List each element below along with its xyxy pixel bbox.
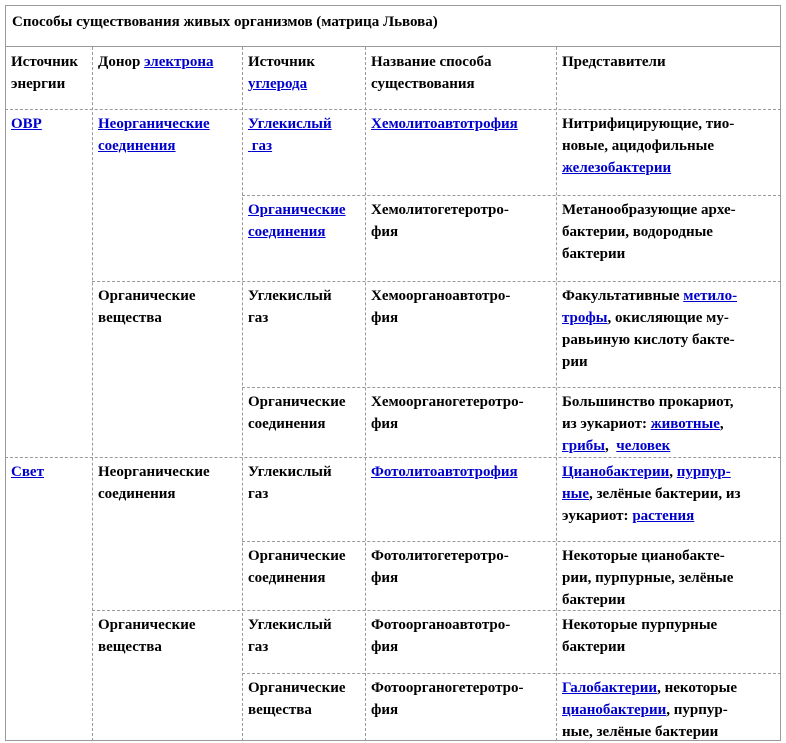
- header-electron-donor: Донор электрона: [98, 54, 214, 70]
- link-ovr[interactable]: ОВР: [11, 116, 42, 132]
- header-mode-name: Название способа существования: [371, 54, 492, 92]
- link-purple[interactable]: пурпур- ные: [562, 464, 731, 502]
- carbon-cell: Углекислый газ: [248, 288, 332, 326]
- mode-cell: Фотолитогетеротро- фия: [371, 548, 509, 586]
- link-chemolithoautotrophy[interactable]: Хемолитоавтотрофия: [371, 116, 518, 132]
- link-human[interactable]: человек: [616, 438, 671, 454]
- mode-cell: Хемоорганогетеротро- фия: [371, 394, 524, 432]
- link-electron[interactable]: электрона: [144, 54, 214, 70]
- representatives-cell: Метанообразующие архе- бактерии, водородные бактерии: [562, 202, 736, 262]
- grid-line: [5, 740, 781, 741]
- mode-cell: Фотоорганогетеротро- фия: [371, 680, 524, 718]
- carbon-cell: Углекислый газ: [248, 464, 332, 502]
- mode-cell: [365, 109, 556, 195]
- link-plants[interactable]: растения: [632, 508, 695, 524]
- donor-organic-light-cell: Органические вещества: [98, 617, 196, 655]
- representatives-cell: Некоторые цианобакте- рии, пурпурные, зелёные бактерии: [562, 548, 734, 608]
- link-cyanobacteria[interactable]: Цианобактерии: [562, 464, 670, 480]
- link-organic-compounds[interactable]: Органические соединения: [248, 202, 346, 240]
- mode-cell: Хемоорганоавтотро- фия: [371, 288, 511, 326]
- representatives-cell: Цианобактерии, пурпур- ные, зелёные бактерии, из эукариот: растения: [562, 464, 741, 524]
- carbon-cell: Органические соединения: [248, 548, 346, 586]
- link-fungi[interactable]: грибы: [562, 438, 606, 454]
- representatives-cell: Нитрифицирующие, тио- новые, ацидофильные железобактерии: [562, 116, 735, 176]
- mode-cell: Фотоорганоавтотро- фия: [371, 617, 511, 655]
- carbon-cell: [242, 195, 365, 281]
- representatives-cell: Некоторые пурпурные бактерии: [562, 617, 718, 655]
- donor-inorganic-light-cell: Неорганические соединения: [98, 464, 210, 502]
- header-representatives: Представители: [562, 54, 666, 70]
- carbon-cell: Углекислый газ: [248, 617, 332, 655]
- link-carbon-dioxide[interactable]: Углекислый газ: [248, 116, 332, 154]
- link-iron-bacteria[interactable]: железобактерии: [562, 160, 672, 176]
- link-light[interactable]: Свет: [11, 464, 44, 480]
- table-title-cell: [5, 5, 781, 47]
- lvov-matrix-table: [5, 5, 781, 741]
- link-halobacteria[interactable]: Галобактерии: [562, 680, 658, 696]
- header-energy-source: Источник энергии: [11, 54, 78, 92]
- header-carbon-source: Источник углерода: [248, 54, 315, 92]
- mode-cell: Хемолитогетеротро- фия: [371, 202, 509, 240]
- link-cyanobacteria[interactable]: цианобактерии: [562, 702, 667, 718]
- link-inorganic-compounds[interactable]: Неорганические соединения: [98, 116, 210, 154]
- donor-organic-cell: Органические вещества: [98, 288, 196, 326]
- representatives-cell: Факультативные метило- трофы, окисляющие му- равьиную кислоту бакте- рии: [562, 288, 738, 370]
- link-carbon[interactable]: углерода: [248, 76, 308, 92]
- donor-inorganic-cell: [92, 109, 242, 281]
- link-photolithoautotrophy[interactable]: Фотолитоавтотрофия: [371, 464, 518, 480]
- carbon-cell: Органические соединения: [248, 394, 346, 432]
- link-methylotrophs[interactable]: метило- трофы: [562, 288, 738, 326]
- carbon-cell: Органические вещества: [248, 680, 346, 718]
- representatives-cell: Галобактерии, некоторые цианобактерии, пурпур- ные, зелёные бактерии: [562, 680, 738, 740]
- energy-ovr-cell: [5, 109, 92, 457]
- energy-light-cell: [5, 457, 92, 740]
- representatives-cell: Большинство прокариот, из эукариот: животные, грибы, человек: [562, 394, 734, 454]
- carbon-cell: [242, 109, 365, 195]
- mode-cell: [365, 457, 556, 541]
- table-title: Способы существования живых организмов (матрица Львова): [12, 14, 438, 30]
- link-animals[interactable]: животные: [650, 416, 720, 432]
